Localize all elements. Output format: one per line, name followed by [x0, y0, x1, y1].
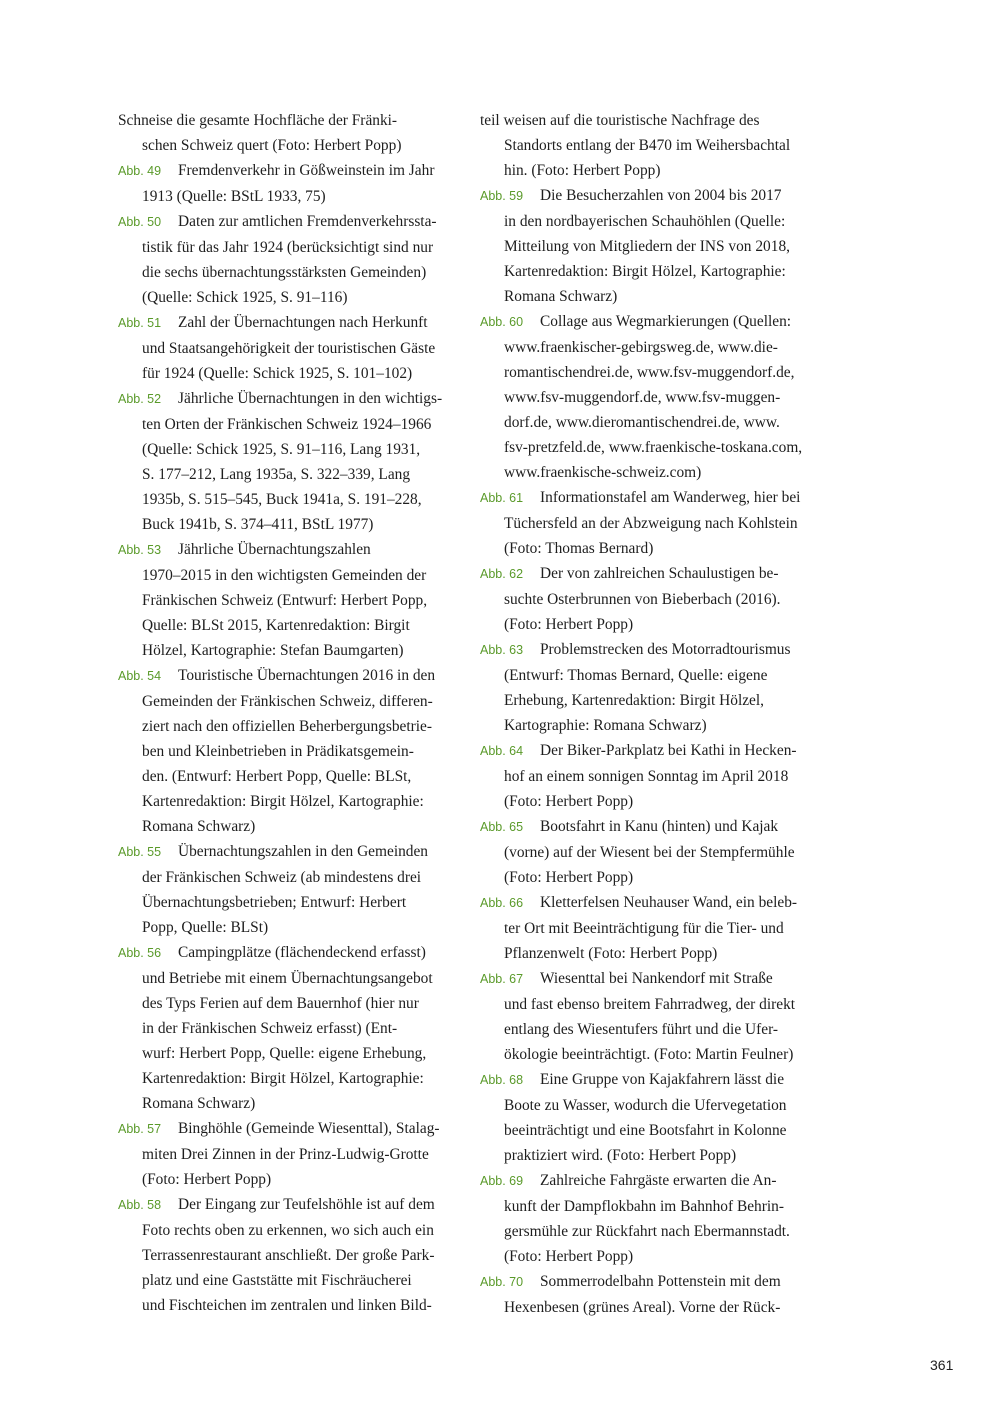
caption-line: Jährliche Übernachtungszahlen — [178, 541, 371, 558]
figure-label: Abb. 53 — [118, 543, 162, 557]
caption-line: Informationstafel am Wanderweg, hier bei — [540, 489, 801, 506]
caption-line: Kartenredaktion: Birgit Hölzel, Kartographie: — [504, 263, 786, 280]
figure-label: Abb. 66 — [480, 896, 524, 910]
caption-line: fsv-pretzfeld.de, www.fraenkische-toskana.com, — [504, 439, 803, 456]
caption-line: Problemstrecken des Motorradtourismus — [540, 641, 791, 658]
caption-line: (vorne) auf der Wiesent bei der Stempfermühle — [504, 844, 795, 861]
figure-label: Abb. 65 — [480, 820, 524, 834]
figure-label: Abb. 55 — [118, 845, 162, 859]
caption-entry — [118, 537, 463, 663]
figure-label: Abb. 70 — [480, 1275, 524, 1289]
caption-line: hof an einem sonnigen Sonntag im April 2018 — [504, 768, 789, 785]
caption-line: (Quelle: Schick 1925, S. 91–116, Lang 1931, — [142, 441, 421, 458]
caption-line: www.fraenkischer-gebirgsweg.de, www.die- — [504, 339, 778, 356]
caption-line: Gemeinden der Fränkischen Schweiz, differen- — [142, 693, 433, 710]
caption-line: ten Orten der Fränkischen Schweiz 1924–1966 — [142, 416, 432, 433]
caption-entry — [480, 814, 825, 890]
caption-line: 1913 (Quelle: BStL 1933, 75) — [142, 188, 326, 205]
caption-line: Touristische Übernachtungen 2016 in den — [178, 667, 436, 684]
caption-line: für 1924 (Quelle: Schick 1925, S. 101–102) — [142, 365, 413, 382]
caption-line: Terrassenrestaurant anschließt. Der große Park- — [142, 1247, 435, 1264]
caption-entry — [118, 940, 463, 1116]
caption-line: Der Eingang zur Teufelshöhle ist auf dem — [178, 1196, 435, 1213]
caption-line: Die Besucherzahlen von 2004 bis 2017 — [540, 187, 782, 204]
caption-entry — [118, 1192, 463, 1318]
caption-line: (Foto: Herbert Popp) — [504, 793, 634, 810]
caption-line: gersmühle zur Rückfahrt nach Ebermannstadt. — [504, 1223, 790, 1240]
caption-line: Kartographie: Romana Schwarz) — [504, 717, 707, 734]
caption-entry — [480, 1168, 825, 1269]
figure-label: Abb. 57 — [118, 1122, 162, 1136]
figure-label: Abb. 51 — [118, 316, 162, 330]
caption-line: www.fsv-muggendorf.de, www.fsv-muggen- — [504, 389, 781, 406]
figure-label: Abb. 63 — [480, 643, 524, 657]
figure-label: Abb. 56 — [118, 946, 162, 960]
caption-entry — [118, 108, 463, 158]
caption-column-left — [118, 108, 463, 1318]
caption-line: (Foto: Herbert Popp) — [504, 1248, 634, 1265]
caption-line: ben und Kleinbetrieben in Prädikatsgemein- — [142, 743, 414, 760]
caption-line: Übernachtungszahlen in den Gemeinden — [178, 843, 429, 860]
caption-line: (Entwurf: Thomas Bernard, Quelle: eigene — [504, 667, 768, 684]
caption-line: und Fischteichen im zentralen und linken Bild- — [142, 1297, 432, 1314]
caption-line: Romana Schwarz) — [142, 1095, 256, 1112]
caption-line: Boote zu Wasser, wodurch die Ufervegetation — [504, 1097, 787, 1114]
caption-entry — [118, 663, 463, 839]
caption-line: Eine Gruppe von Kajakfahrern lässt die — [540, 1071, 785, 1088]
caption-line: entlang des Wiesentufers führt und die Ufer- — [504, 1021, 779, 1038]
figure-label: Abb. 59 — [480, 189, 524, 203]
caption-line: hin. (Foto: Herbert Popp) — [504, 162, 661, 179]
caption-line: platz und eine Gaststätte mit Fischräucherei — [142, 1272, 412, 1289]
caption-line: (Foto: Herbert Popp) — [504, 869, 634, 886]
caption-line: die sechs übernachtungsstärksten Gemeinden) — [142, 264, 427, 281]
caption-entry — [480, 637, 825, 738]
caption-line: Hexenbesen (grünes Areal). Vorne der Rück- — [504, 1299, 781, 1316]
caption-line: Zahl der Übernachtungen nach Herkunft — [178, 314, 428, 331]
caption-line: Fränkischen Schweiz (Entwurf: Herbert Popp, — [142, 592, 428, 609]
caption-line: Daten zur amtlichen Fremdenverkehrssta- — [178, 213, 437, 230]
caption-entry — [480, 738, 825, 814]
caption-line: (Quelle: Schick 1925, S. 91–116) — [142, 289, 348, 306]
figure-label: Abb. 54 — [118, 669, 162, 683]
figure-label: Abb. 64 — [480, 744, 524, 758]
caption-entry — [480, 309, 825, 485]
figure-label: Abb. 67 — [480, 972, 524, 986]
caption-line: Fremdenverkehr in Gößweinstein im Jahr — [178, 162, 435, 179]
caption-line: Standorts entlang der B470 im Weihersbachtal — [504, 137, 791, 154]
caption-line: romantischendrei.de, www.fsv-muggendorf.de, — [504, 364, 795, 381]
caption-line: miten Drei Zinnen in der Prinz-Ludwig-Grotte — [142, 1146, 429, 1163]
caption-line: dorf.de, www.dieromantischendrei.de, www. — [504, 414, 780, 431]
figure-label: Abb. 52 — [118, 392, 162, 406]
caption-line: Romana Schwarz) — [504, 288, 618, 305]
caption-line: Bootsfahrt in Kanu (hinten) und Kajak — [540, 818, 779, 835]
caption-line: des Typs Ferien auf dem Bauernhof (hier nur — [142, 995, 419, 1012]
caption-line: Collage aus Wegmarkierungen (Quellen: — [540, 313, 792, 330]
caption-line: und fast ebenso breitem Fahrradweg, der direkt — [504, 996, 796, 1013]
caption-line: der Fränkischen Schweiz (ab mindestens drei — [142, 869, 422, 886]
caption-line: Popp, Quelle: BLSt) — [142, 919, 269, 936]
caption-line: Übernachtungsbetrieben; Entwurf: Herbert — [142, 894, 407, 911]
caption-line: ökologie beeinträchtigt. (Foto: Martin Feulner) — [504, 1046, 794, 1063]
caption-line: Kartenredaktion: Birgit Hölzel, Kartographie: — [142, 793, 424, 810]
caption-line: Jährliche Übernachtungen in den wichtigs- — [178, 390, 443, 407]
figure-label: Abb. 62 — [480, 567, 524, 581]
figure-label: Abb. 58 — [118, 1198, 162, 1212]
caption-line: in den nordbayerischen Schauhöhlen (Quelle: — [504, 213, 786, 230]
figure-label: Abb. 49 — [118, 164, 162, 178]
caption-line: und Betriebe mit einem Übernachtungsangebot — [142, 970, 433, 987]
caption-entry — [480, 561, 825, 637]
caption-line: Mitteilung von Mitgliedern der INS von 2018, — [504, 238, 790, 255]
caption-line: teil weisen auf die touristische Nachfrage des — [480, 112, 760, 129]
caption-line: Kartenredaktion: Birgit Hölzel, Kartographie: — [142, 1070, 424, 1087]
caption-entry — [118, 839, 463, 940]
caption-line: Erhebung, Kartenredaktion: Birgit Hölzel, — [504, 692, 765, 709]
caption-line: in der Fränkischen Schweiz erfasst) (Ent- — [142, 1020, 398, 1037]
caption-line: wurf: Herbert Popp, Quelle: eigene Erhebung, — [142, 1045, 427, 1062]
caption-line: (Foto: Herbert Popp) — [142, 1171, 272, 1188]
caption-line: Der von zahlreichen Schaulustigen be- — [540, 565, 779, 582]
caption-line: Kletterfelsen Neuhauser Wand, ein beleb- — [540, 894, 798, 911]
caption-entry — [480, 1067, 825, 1168]
caption-entry — [118, 310, 463, 386]
caption-entry — [118, 158, 463, 209]
caption-line: Quelle: BLSt 2015, Kartenredaktion: Birgit — [142, 617, 410, 634]
caption-entry — [118, 209, 463, 310]
caption-line: Binghöhle (Gemeinde Wiesenttal), Stalag- — [178, 1120, 440, 1137]
figure-label: Abb. 61 — [480, 491, 524, 505]
caption-line: praktiziert wird. (Foto: Herbert Popp) — [504, 1147, 737, 1164]
caption-line: Wiesenttal bei Nankendorf mit Straße — [540, 970, 773, 987]
caption-line: kunft der Dampflokbahn im Bahnhof Behrin- — [504, 1198, 784, 1215]
caption-line: Buck 1941b, S. 374–411, BStL 1977) — [142, 516, 374, 533]
caption-line: beeinträchtigt und eine Bootsfahrt in Kolonne — [504, 1122, 787, 1139]
caption-column-right — [480, 108, 825, 1320]
caption-line: Hölzel, Kartographie: Stefan Baumgarten) — [142, 642, 404, 659]
caption-line: www.fraenkische-schweiz.com) — [504, 464, 702, 481]
caption-entry — [118, 386, 463, 537]
caption-entry — [118, 1116, 463, 1192]
caption-entry — [480, 890, 825, 966]
caption-line: und Staatsangehörigkeit der touristischen Gäste — [142, 340, 436, 357]
caption-line: Campingplätze (flächendeckend erfasst) — [178, 944, 426, 961]
figure-label: Abb. 60 — [480, 315, 524, 329]
caption-line: tistik für das Jahr 1924 (berücksichtigt sind nur — [142, 239, 434, 256]
caption-line: (Foto: Thomas Bernard) — [504, 540, 654, 557]
caption-line: Zahlreiche Fahrgäste erwarten die An- — [540, 1172, 777, 1189]
caption-entry — [480, 966, 825, 1067]
caption-entry — [480, 485, 825, 561]
figure-label: Abb. 50 — [118, 215, 162, 229]
caption-line: Tüchersfeld an der Abzweigung nach Kohlstein — [504, 515, 798, 532]
caption-line: ter Ort mit Beeinträchtigung für die Tier- und — [504, 920, 784, 937]
caption-line: Foto rechts oben zu erkennen, wo sich auch ein — [142, 1222, 434, 1239]
caption-line: 1935b, S. 515–545, Buck 1941a, S. 191–228, — [142, 491, 422, 508]
caption-line: Romana Schwarz) — [142, 818, 256, 835]
caption-line: 1970–2015 in den wichtigsten Gemeinden der — [142, 567, 427, 584]
caption-line: den. (Entwurf: Herbert Popp, Quelle: BLSt, — [142, 768, 412, 785]
caption-line: schen Schweiz quert (Foto: Herbert Popp) — [142, 137, 402, 154]
caption-line: Sommerrodelbahn Pottenstein mit dem — [540, 1273, 781, 1290]
caption-line: ziert nach den offiziellen Beherbergungsbetrie- — [142, 718, 433, 735]
page-number: 361 — [930, 1357, 954, 1373]
caption-entry — [480, 1269, 825, 1320]
caption-line: (Foto: Herbert Popp) — [504, 616, 634, 633]
figure-label: Abb. 68 — [480, 1073, 524, 1087]
caption-line: Schneise die gesamte Hochfläche der Fränki- — [118, 112, 398, 129]
caption-entry — [480, 183, 825, 309]
caption-entry — [480, 108, 825, 183]
caption-line: S. 177–212, Lang 1935a, S. 322–339, Lang — [142, 466, 411, 483]
caption-line: suchte Osterbrunnen von Bieberbach (2016). — [504, 591, 781, 608]
caption-line: Der Biker-Parkplatz bei Kathi in Hecken- — [540, 742, 797, 759]
figure-label: Abb. 69 — [480, 1174, 524, 1188]
caption-line: Pflanzenwelt (Foto: Herbert Popp) — [504, 945, 718, 962]
